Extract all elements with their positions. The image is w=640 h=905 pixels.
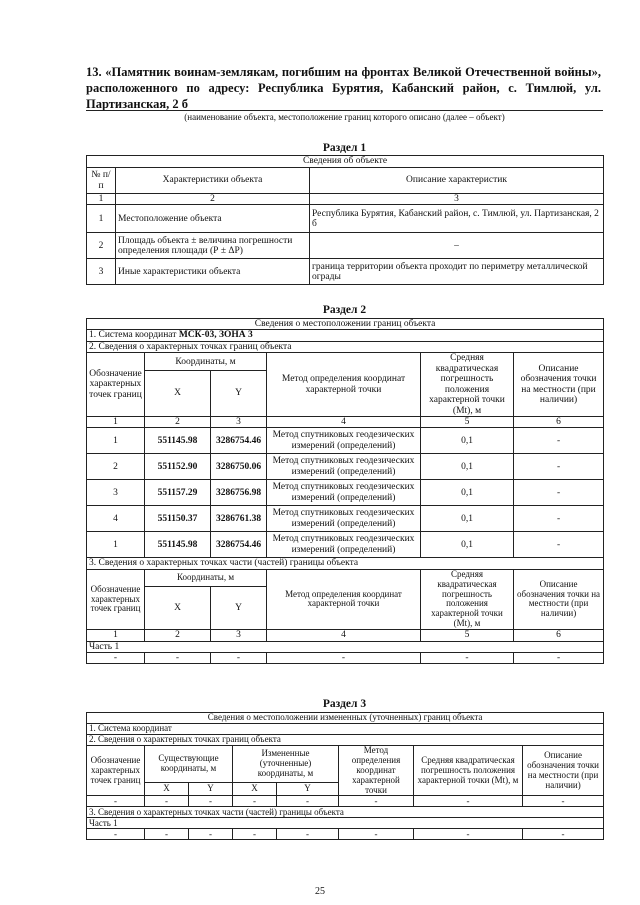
point-method: Метод спутниковых геодезических измерений (определений) [267,532,421,558]
part-col-index: 2 [145,630,211,641]
part-col-index: 3 [211,630,267,641]
table-row [87,829,604,840]
section3-table [86,712,604,840]
point-x: 551145.98 [145,428,211,454]
col-method: Метод определения координат характерной точки [339,746,414,796]
part-cell: - [514,653,604,664]
coord-system-value: МСК-03, ЗОНА 3 [178,330,253,341]
part-col-designation: Обозначение характерных точек границ [87,569,145,629]
row-char: Иные характеристики объекта [116,259,310,285]
points-label: 2. Сведения о характерных точках границ объекта [87,341,604,352]
col-description: Описание обозначения точки на местности (при наличии) [514,353,604,417]
points-label: 2. Сведения о характерных точках границ объекта [87,735,604,746]
section1-heading: Раздел 1 [322,142,367,154]
row-cell: - [414,796,523,807]
row-cell: - [145,796,189,807]
point-x: 551152.90 [145,454,211,480]
section1-idx: 2 [116,194,310,205]
coord-system-label: 1. Система координат [89,330,179,341]
point-descr: - [514,428,604,454]
row-cell: - [277,796,339,807]
section1-col-char: Характеристики объекта [116,168,310,194]
part-cell: - [414,829,523,840]
row-cell: - [339,796,414,807]
table-row [87,259,604,285]
point-error: 0,1 [421,428,514,454]
point-number: 1 [87,428,145,454]
row-num: 2 [87,233,116,259]
part-col-error: Средняя квадратическая погрешность положения характерной точки (Mt), м [421,569,514,629]
col-changed: Измененные (уточненные) координаты, м [233,746,339,783]
part-col-method: Метод определения координат характерной точки [267,569,421,629]
point-x: 551145.98 [145,532,211,558]
part-col-y: Y [211,587,267,630]
table-row [87,233,604,259]
table-row [87,428,604,454]
table-row [87,532,604,558]
col-method: Метод определения координат характерной точки [267,353,421,417]
col-existing-x: X [145,783,189,796]
part-name: Часть 1 [87,818,604,829]
col-index: 5 [421,416,514,427]
part-cell: - [87,829,145,840]
point-y: 3286761.38 [211,506,267,532]
section1-idx: 1 [87,194,116,205]
point-descr: - [514,532,604,558]
part-cell: - [145,829,189,840]
point-number: 2 [87,454,145,480]
table-row [87,480,604,506]
row-num: 1 [87,205,116,233]
col-description: Описание обозначения точки на местности (при наличии) [523,746,604,796]
point-x: 551150.37 [145,506,211,532]
part-name: Часть 1 [87,641,604,652]
col-existing-y: Y [189,783,233,796]
point-error: 0,1 [421,506,514,532]
point-number: 4 [87,506,145,532]
page-number: 25 [315,886,325,897]
part-points-label: 3. Сведения о характерных точках части (частей) границы объекта [87,558,604,569]
row-char: Площадь объекта ± величина погрешности определения площади (Р ± ΔР) [116,233,310,259]
part-col-x: X [145,587,211,630]
point-x: 551157.29 [145,480,211,506]
part-col-index: 1 [87,630,145,641]
part-cell: - [87,653,145,664]
point-descr: - [514,454,604,480]
part-col-coords: Координаты, м [145,569,267,586]
col-existing: Существующие координаты, м [145,746,233,783]
part-col-index: 4 [267,630,421,641]
point-number: 3 [87,480,145,506]
point-method: Метод спутниковых геодезических измерений (определений) [267,506,421,532]
point-y: 3286754.46 [211,428,267,454]
part-cell: - [277,829,339,840]
part-col-index: 6 [514,630,604,641]
part-cell: - [267,653,421,664]
row-desc: – [310,233,604,259]
col-index: 1 [87,416,145,427]
table-row [87,653,604,664]
point-descr: - [514,506,604,532]
point-y: 3286754.46 [211,532,267,558]
section1-table [86,155,604,285]
title-underline [86,110,603,111]
table-row [87,796,604,807]
part-col-index: 5 [421,630,514,641]
part-cell: - [233,829,277,840]
col-coords: Координаты, м [145,353,267,371]
row-cell: - [523,796,604,807]
part-cell: - [523,829,604,840]
point-method: Метод спутниковых геодезических измерений (определений) [267,480,421,506]
section1-idx: 3 [310,194,604,205]
col-index: 2 [145,416,211,427]
point-y: 3286750.06 [211,454,267,480]
section2-heading: Раздел 2 [322,304,367,316]
point-number: 1 [87,532,145,558]
part-cell: - [189,829,233,840]
point-method: Метод спутниковых геодезических измерений (определений) [267,428,421,454]
row-num: 3 [87,259,116,285]
section1-title: Сведения об объекте [87,156,604,168]
part-cell: - [421,653,514,664]
part-cell: - [145,653,211,664]
col-index: 3 [211,416,267,427]
col-changed-y: Y [277,783,339,796]
row-desc: граница территории объекта проходит по периметру металлической ограды [310,259,604,285]
row-char: Местоположение объекта [116,205,310,233]
point-method: Метод спутниковых геодезических измерений (определений) [267,454,421,480]
point-y: 3286756.98 [211,480,267,506]
col-x: X [145,371,211,416]
coord-system-label: 1. Система координат [87,724,604,735]
part-col-description: Описание обозначения точки на местности (при наличии) [514,569,604,629]
point-error: 0,1 [421,532,514,558]
part-points-label: 3. Сведения о характерных точках части (частей) границы объекта [87,807,604,818]
point-error: 0,1 [421,454,514,480]
section2-title: Сведения о местоположении границ объекта [87,319,604,330]
col-designation: Обозначение характерных точек границ [87,353,145,417]
part-cell: - [211,653,267,664]
part-cell: - [339,829,414,840]
col-index: 4 [267,416,421,427]
row-cell: - [87,796,145,807]
object-title: 13. «Памятник воинам-землякам, погибшим на фронтах Великой Отечественной войны», расположенного по адресу: Республика Бурятия, Кабанский район, с. Тимлюй, ул. Партизанская, 2 б [86,65,601,111]
section1-col-desc: Описание характеристик [310,168,604,194]
table-row [87,205,604,233]
col-index: 6 [514,416,604,427]
row-cell: - [189,796,233,807]
row-cell: - [233,796,277,807]
section2-table [86,318,604,664]
point-descr: - [514,480,604,506]
section3-heading: Раздел 3 [322,698,367,710]
col-y: Y [211,371,267,416]
section1-col-num: № п/п [87,168,116,194]
col-error: Средняя квадратическая погрешность положения характерной точки (Mt), м [414,746,523,796]
table-row [87,454,604,480]
row-desc: Республика Бурятия, Кабанский район, с. Тимлюй, ул. Партизанская, 2 б [310,205,604,233]
col-designation: Обозначение характерных точек границ [87,746,145,796]
col-changed-x: X [233,783,277,796]
section3-title: Сведения о местоположении измененных (уточненных) границ объекта [87,713,604,724]
table-row [87,506,604,532]
col-error: Средняя квадратическая погрешность положения характерной точки (Mt), м [421,353,514,417]
point-error: 0,1 [421,480,514,506]
object-caption: (наименование объекта, местоположение границ которого описано (далее – объект) [184,112,505,122]
